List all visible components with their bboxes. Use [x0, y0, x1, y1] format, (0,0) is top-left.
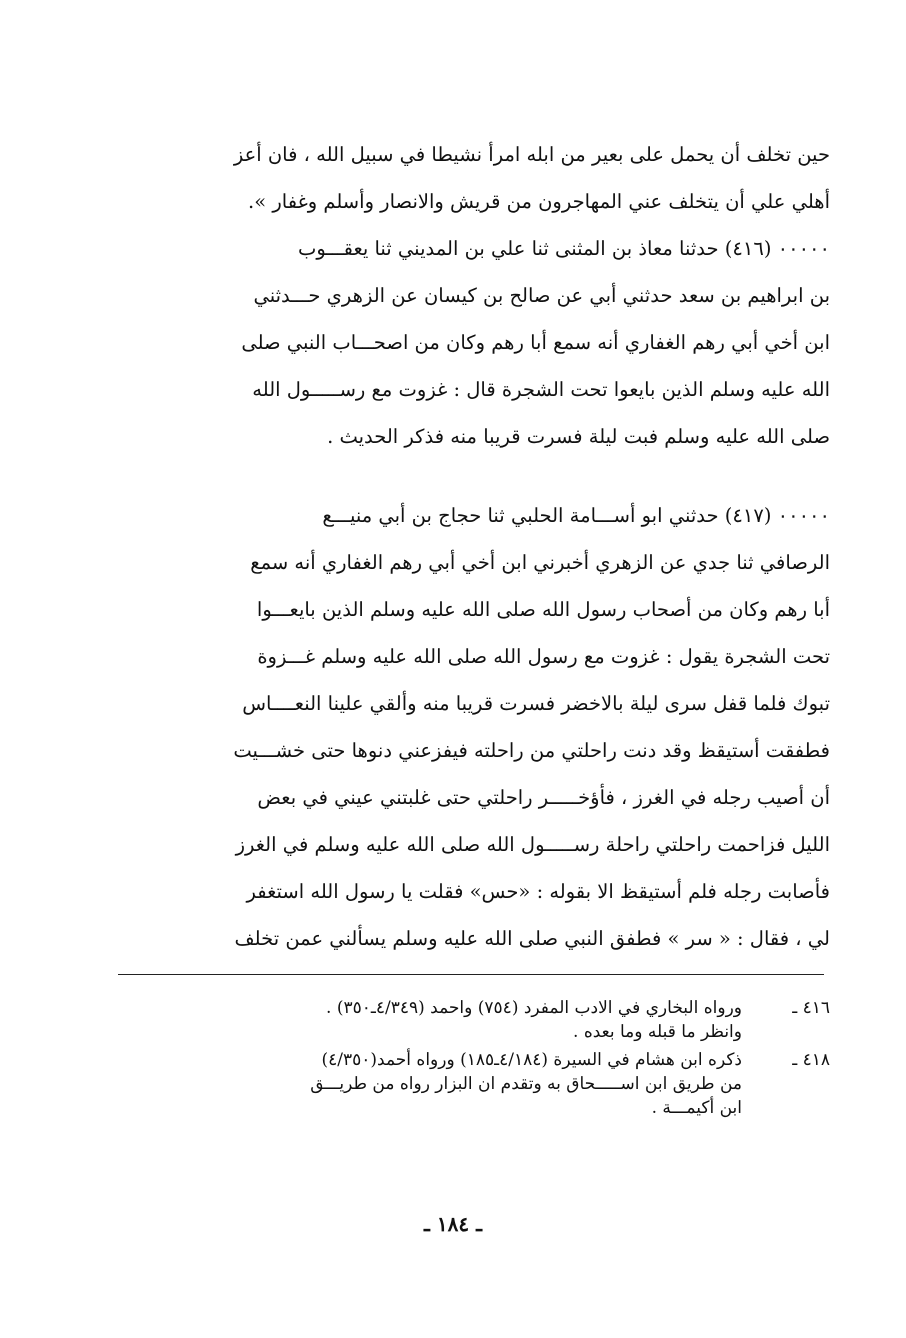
text-line: أبا رهم وكان من أصحاب رسول الله صلى الله عليه وسلم الذين بايعـــوا	[256, 598, 830, 621]
footnote-line: وانظر ما قبله وما بعده .	[573, 1022, 742, 1042]
footnote-line: ورواه البخاري في الادب المفرد (٧٥٤) واحمد (٤/٣٤٩ـ٣٥٠) .	[326, 998, 742, 1018]
text-line: صلى الله عليه وسلم فبت ليلة فسرت قريبا منه فذكر الحديث .	[327, 425, 830, 448]
text-line: أن أصيب رجله في الغرز ، فأؤخـــــر راحلتي حتى غلبتني عيني في بعض	[257, 786, 830, 809]
paragraph-1	[118, 140, 830, 234]
text-line: الليل فزاحمت راحلتي راحلة رســـــول الله صلى الله عليه وسلم في الغرز	[235, 833, 830, 856]
footnote-416	[118, 996, 830, 1044]
paragraph-gap	[118, 469, 830, 501]
text-line: الله عليه وسلم الذين بايعوا تحت الشجرة قال : غزوت مع رســـــول الله	[252, 378, 830, 401]
footnote-divider	[118, 974, 824, 975]
footnote-line: من طريق ابن اســـــحاق به وتقدم ان البزار رواه من طريـــق	[310, 1074, 742, 1094]
paragraph-3	[118, 501, 830, 971]
text-line: فأصابت رجله فلم أستيقظ الا بقوله : «حس» فقلت يا رسول الله استغفر	[246, 880, 830, 903]
main-text	[118, 140, 830, 971]
footnote-body	[118, 996, 742, 1044]
footnote-body	[118, 1048, 742, 1120]
text-line: ٠٠٠٠٠ (٤١٦) حدثنا معاذ بن المثنى ثنا علي بن المديني ثنا يعقـــوب	[298, 237, 830, 260]
text-line: بن ابراهيم بن سعد حدثني أبي عن صالح بن كيسان عن الزهري حـــدثني	[253, 284, 830, 307]
footnote-number: ٤١٨ ـ	[792, 1050, 830, 1070]
text-line: فطفقت أستيقظ وقد دنت راحلتي من راحلته فيفزعني دنوها حتى خشـــيت	[233, 739, 830, 762]
footnote-line: ابن أكيمـــة .	[651, 1098, 742, 1118]
text-line: ابن أخي أبي رهم الغفاري أنه سمع أبا رهم وكان من اصحـــاب النبي صلى	[241, 331, 830, 354]
text-line: تبوك فلما قفل سرى ليلة بالاخضر فسرت قريبا منه وألقي علينا النعــــاس	[242, 692, 830, 715]
footnote-line: ذكره ابن هشام في السيرة (٤/١٨٤ـ١٨٥) ورواه أحمد(٤/٣٥٠)	[321, 1050, 742, 1070]
text-line: ٠٠٠٠٠ (٤١٧) حدثني ابو أســـامة الحلبي ثنا حجاج بن أبي منيـــع	[322, 504, 830, 527]
text-line: حين تخلف أن يحمل على بعير من ابله امرأ نشيطا في سبيل الله ، فان أعز	[233, 143, 830, 166]
page-number: ـ ١٨٤ ـ	[424, 1212, 482, 1236]
text-line: لي ، فقال : « سر » فطفق النبي صلى الله عليه وسلم يسألني عمن تخلف	[234, 927, 830, 950]
footnote-number: ٤١٦ ـ	[792, 998, 830, 1018]
text-line: تحت الشجرة يقول : غزوت مع رسول الله صلى الله عليه وسلم غـــزوة	[257, 645, 830, 668]
text-line: الرصافي ثنا جدي عن الزهري أخبرني ابن أخي أبي رهم الغفاري أنه سمع	[250, 551, 830, 574]
paragraph-2	[118, 234, 830, 469]
footnotes	[118, 996, 830, 1124]
text-line: أهلي علي أن يتخلف عني المهاجرون من قريش والانصار وأسلم وغفار ».	[248, 190, 830, 213]
footnote-418	[118, 1048, 830, 1120]
